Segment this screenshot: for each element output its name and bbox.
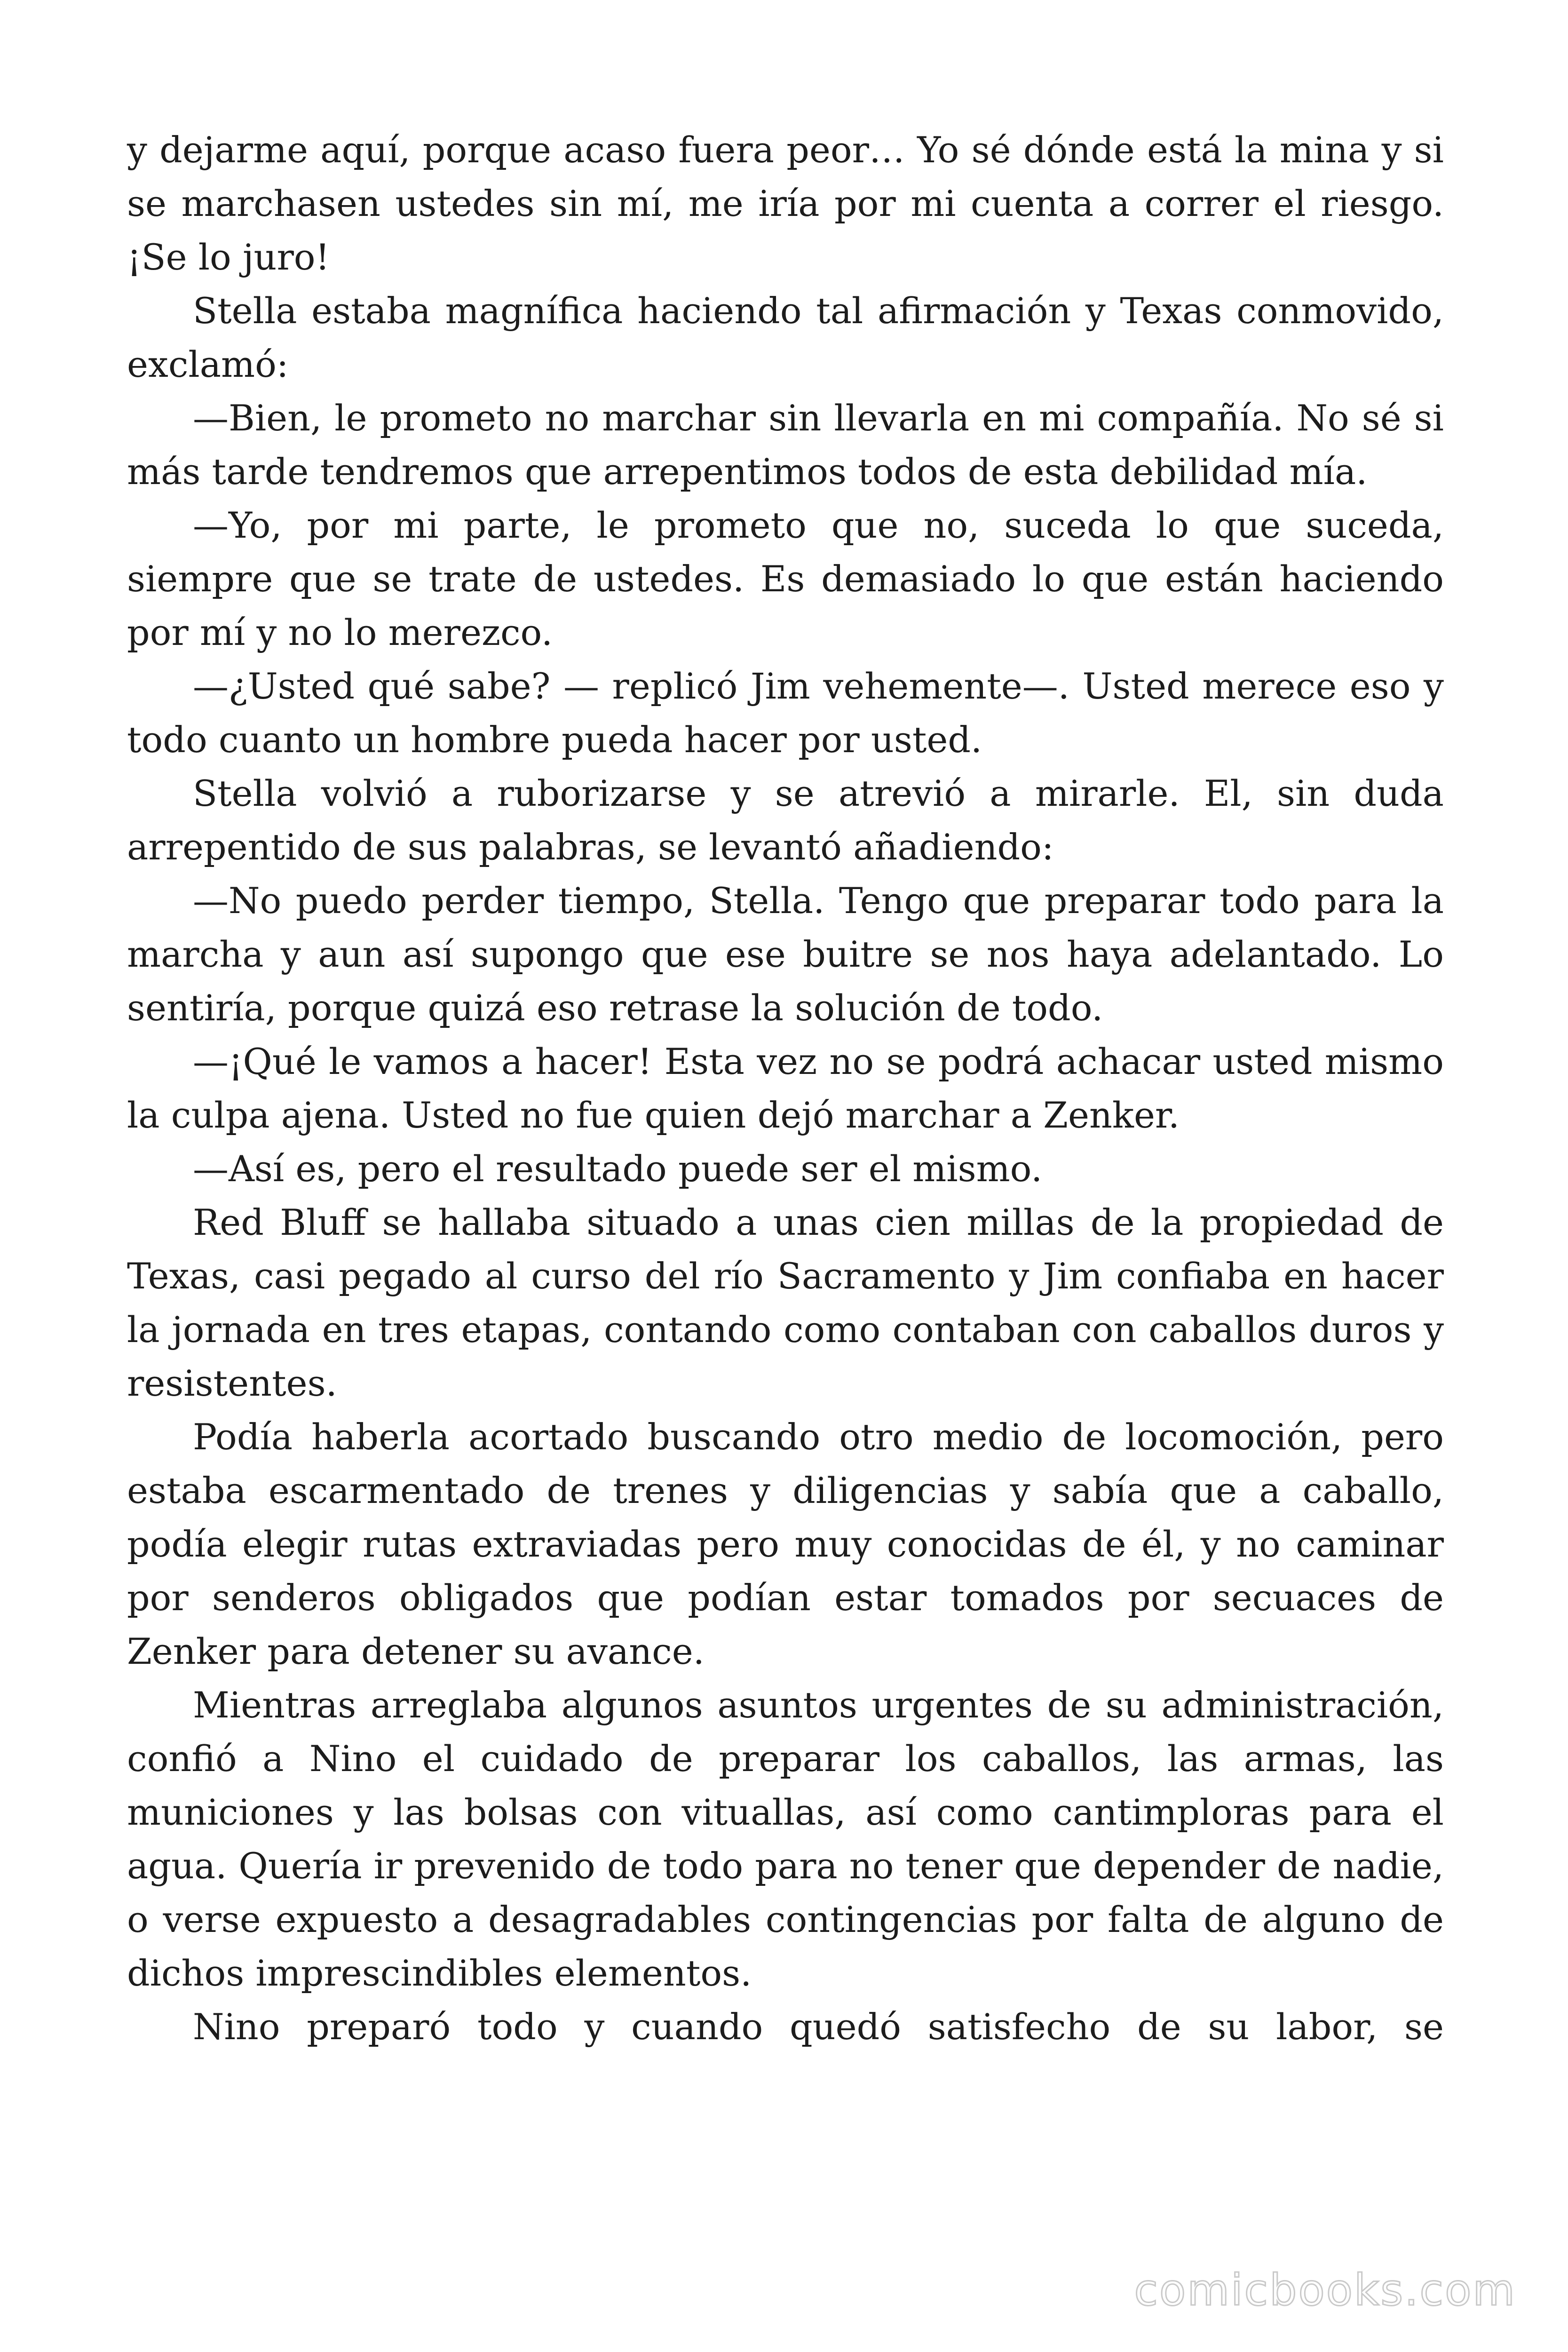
paragraph-10: Red Bluff se hallaba situado a unas cien millas de la propiedad de Texas, casi pegado al curso del río Sacramento y Jim confiaba en hacer la jornada en tres etapas, contando como contaban con caballos duros y resistentes. [127, 1201, 1444, 1404]
paragraph-7: —No puedo perder tiempo, Stella. Tengo que preparar todo para la marcha y aun así supongo que ese buitre se nos haya adelantado. Lo sentiría, porque quizá eso retrase la solución de todo. [127, 880, 1444, 1029]
watermark: comicbooks.com [1134, 2265, 1516, 2315]
paragraph-8: —¡Qué le vamos a hacer! Esta vez no se podrá achacar usted mismo la culpa ajena. Usted no fue quien dejó marchar a Zenker. [127, 1041, 1444, 1136]
paragraph-1: y dejarme aquí, porque acaso fuera peor… Yo sé dónde está la mina y si se marchasen ustedes sin mí, me iría por mi cuenta a correr el riesgo. ¡Se lo juro! [127, 129, 1444, 278]
paragraph-13: Nino preparó todo y cuando quedó satisfecho de su labor, se [193, 2006, 1444, 2048]
paragraph-6: Stella volvió a ruborizarse y se atrevió a mirarle. El, sin duda arrepentido de sus palabras, se levantó añadiendo: [127, 772, 1444, 868]
page-text [127, 123, 1444, 2054]
paragraph-12: Mientras arreglaba algunos asuntos urgentes de su administración, confió a Nino el cuidado de preparar los caballos, las armas, las municiones y las bolsas con vituallas, así como cantimploras para el agua. Quería ir prevenido de todo para no tener que depender de nadie, o verse expuesto a desagradables contingencias por falta de alguno de dichos imprescindibles elementos. [127, 1684, 1444, 1994]
paragraph-11: Podía haberla acortado buscando otro medio de locomoción, pero estaba escarmentado de trenes y diligencias y sabía que a caballo, podía elegir rutas extraviadas pero muy conocidas de él, y no caminar por senderos obligados que podían estar tomados por secuaces de Zenker para detener su avance. [127, 1416, 1444, 1672]
paragraph-2: Stella estaba magnífica haciendo tal afirmación y Texas conmovido, exclamó: [127, 290, 1444, 385]
paragraph-3: —Bien, le prometo no marchar sin llevarla en mi compañía. No sé si más tarde tendremos que arrepentimos todos de esta debilidad mía. [127, 397, 1444, 493]
paragraph-5: —¿Usted qué sabe? — replicó Jim vehemente—. Usted merece eso y todo cuanto un hombre pueda hacer por usted. [127, 665, 1444, 761]
paragraph-9: —Así es, pero el resultado puede ser el mismo. [193, 1148, 1043, 1190]
paragraph-4: —Yo, por mi parte, le prometo que no, suceda lo que suceda, siempre que se trate de ustedes. Es demasiado lo que están haciendo por mí y no lo merezco. [127, 504, 1444, 653]
